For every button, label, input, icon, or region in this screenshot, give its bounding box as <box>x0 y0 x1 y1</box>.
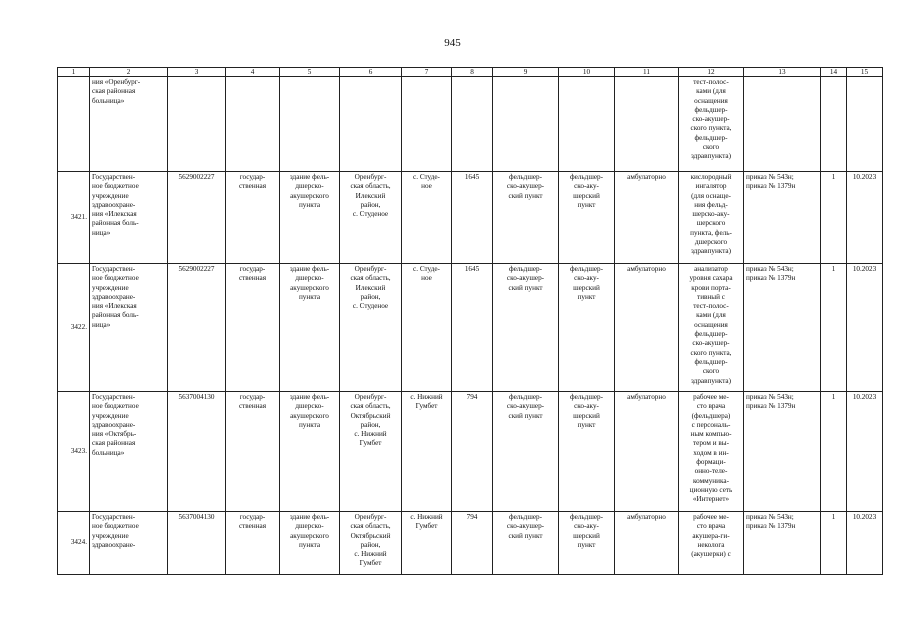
building-type-cell <box>280 77 340 172</box>
equipment-cell: анализатор уровня сахара крови порта- тивный с тест-полос- ками (для оснащения фельдшер- ско-акушер- ского пункта, фельдшер- ского здравпункта) <box>679 264 744 392</box>
header-cell: 9 <box>493 68 559 77</box>
header-cell: 12 <box>679 68 744 77</box>
quantity-cell <box>821 77 847 172</box>
order-reference-cell: приказ № 543н; приказ № 1379н <box>744 264 821 392</box>
care-type-cell: амбулаторно <box>615 172 679 264</box>
locality-cell: с. Студе- ное <box>402 172 452 264</box>
registry-table <box>57 67 883 575</box>
inn-code-cell <box>168 77 226 172</box>
quantity-cell: 1 <box>821 172 847 264</box>
quantity-cell: 1 <box>821 264 847 392</box>
table-row <box>58 512 883 575</box>
header-cell: 15 <box>847 68 883 77</box>
population-cell: 1645 <box>452 264 493 392</box>
population-cell: 794 <box>452 392 493 512</box>
header-cell: 5 <box>280 68 340 77</box>
building-type-cell: здание фель- дшерско- акушерского пункта <box>280 512 340 575</box>
deadline-date-cell: 10.2023 <box>847 392 883 512</box>
address-cell <box>340 77 402 172</box>
header-cell: 13 <box>744 68 821 77</box>
ownership-form-cell: государ- ственная <box>226 512 280 575</box>
deadline-date-cell: 10.2023 <box>847 264 883 392</box>
organization-name-cell: ния «Оренбург- ская районная больница» <box>90 77 168 172</box>
table-row <box>58 172 883 264</box>
row-number-cell: 3422. <box>58 264 90 392</box>
organization-name-cell: Государствен- ное бюджетное учреждение здравоохране- <box>90 512 168 575</box>
deadline-date-cell <box>847 77 883 172</box>
unit-name-cell: фельдшер- ско-акушер- ский пункт <box>493 512 559 575</box>
header-cell: 11 <box>615 68 679 77</box>
unit-type-cell: фельдшер- ско-аку- шерский пункт <box>559 172 615 264</box>
header-cell: 8 <box>452 68 493 77</box>
population-cell: 794 <box>452 512 493 575</box>
locality-cell: с. Нижний Гумбет <box>402 512 452 575</box>
address-cell: Оренбург- ская область, Илекский район, с. Студеное <box>340 264 402 392</box>
quantity-cell: 1 <box>821 392 847 512</box>
header-cell: 6 <box>340 68 402 77</box>
table-row <box>58 392 883 512</box>
equipment-cell: рабочее ме- сто врача акушера-ги- неколога (акушерки) с <box>679 512 744 575</box>
locality-cell <box>402 77 452 172</box>
inn-code-cell: 5637004130 <box>168 512 226 575</box>
header-cell: 10 <box>559 68 615 77</box>
building-type-cell: здание фель- дшерско- акушерского пункта <box>280 264 340 392</box>
unit-type-cell: фельдшер- ско-аку- шерский пункт <box>559 392 615 512</box>
organization-name-cell: Государствен- ное бюджетное учреждение здравоохране- ния «Илекская районная боль- ница» <box>90 264 168 392</box>
locality-cell: с. Студе- ное <box>402 264 452 392</box>
page-number: 945 <box>444 37 461 49</box>
building-type-cell: здание фель- дшерско- акушерского пункта <box>280 172 340 264</box>
care-type-cell: амбулаторно <box>615 512 679 575</box>
header-cell: 1 <box>58 68 90 77</box>
row-number-cell <box>58 77 90 172</box>
table-row <box>58 264 883 392</box>
deadline-date-cell: 10.2023 <box>847 172 883 264</box>
header-row <box>58 68 883 77</box>
inn-code-cell: 5629002227 <box>168 264 226 392</box>
unit-name-cell: фельдшер- ско-акушер- ский пункт <box>493 172 559 264</box>
address-cell: Оренбург- ская область, Октябрьский район, с. Нижний Гумбет <box>340 512 402 575</box>
ownership-form-cell: государ- ственная <box>226 264 280 392</box>
unit-type-cell <box>559 77 615 172</box>
quantity-cell: 1 <box>821 512 847 575</box>
row-number-cell: 3423. <box>58 392 90 512</box>
header-cell: 7 <box>402 68 452 77</box>
unit-type-cell: фельдшер- ско-аку- шерский пункт <box>559 264 615 392</box>
header-cell: 3 <box>168 68 226 77</box>
ownership-form-cell: государ- ственная <box>226 392 280 512</box>
population-cell <box>452 77 493 172</box>
header-cell: 14 <box>821 68 847 77</box>
care-type-cell: амбулаторно <box>615 392 679 512</box>
unit-name-cell: фельдшер- ско-акушер- ский пункт <box>493 392 559 512</box>
table-row <box>58 77 883 172</box>
order-reference-cell: приказ № 543н; приказ № 1379н <box>744 392 821 512</box>
unit-type-cell: фельдшер- ско-аку- шерский пункт <box>559 512 615 575</box>
organization-name-cell: Государствен- ное бюджетное учреждение здравоохране- ния «Илекская районная боль- ница» <box>90 172 168 264</box>
deadline-date-cell: 10.2023 <box>847 512 883 575</box>
equipment-cell: тест-полос- ками (для оснащения фельдшер- ско-акушер- ского пункта, фельдшер- ского здравпункта) <box>679 77 744 172</box>
ownership-form-cell: государ- ственная <box>226 172 280 264</box>
population-cell: 1645 <box>452 172 493 264</box>
ownership-form-cell <box>226 77 280 172</box>
row-number-cell: 3424. <box>58 512 90 575</box>
header-cell: 2 <box>90 68 168 77</box>
address-cell: Оренбург- ская область, Илекский район, с. Студеное <box>340 172 402 264</box>
unit-name-cell <box>493 77 559 172</box>
care-type-cell <box>615 77 679 172</box>
building-type-cell: здание фель- дшерско- акушерского пункта <box>280 392 340 512</box>
order-reference-cell <box>744 77 821 172</box>
locality-cell: с. Нижний Гумбет <box>402 392 452 512</box>
order-reference-cell: приказ № 543н; приказ № 1379н <box>744 512 821 575</box>
inn-code-cell: 5637004130 <box>168 392 226 512</box>
row-number-cell: 3421. <box>58 172 90 264</box>
address-cell: Оренбург- ская область, Октябрьский район, с. Нижний Гумбет <box>340 392 402 512</box>
care-type-cell: амбулаторно <box>615 264 679 392</box>
order-reference-cell: приказ № 543н; приказ № 1379н <box>744 172 821 264</box>
inn-code-cell: 5629002227 <box>168 172 226 264</box>
header-cell: 4 <box>226 68 280 77</box>
unit-name-cell: фельдшер- ско-акушер- ский пункт <box>493 264 559 392</box>
equipment-cell: кислородный ингалятор (для оснаще- ния фельд- шерско-аку- шерского пункта, фель- дшерского здравпункта) <box>679 172 744 264</box>
organization-name-cell: Государствен- ное бюджетное учреждение здравоохране- ния «Октябрь- ская районная больница» <box>90 392 168 512</box>
equipment-cell: рабочее ме- сто врача (фельдшера) с персональ- ным компью- тером и вы- ходом в ин- формаци- онно-теле- коммуника- ционную сеть «Интернет» <box>679 392 744 512</box>
